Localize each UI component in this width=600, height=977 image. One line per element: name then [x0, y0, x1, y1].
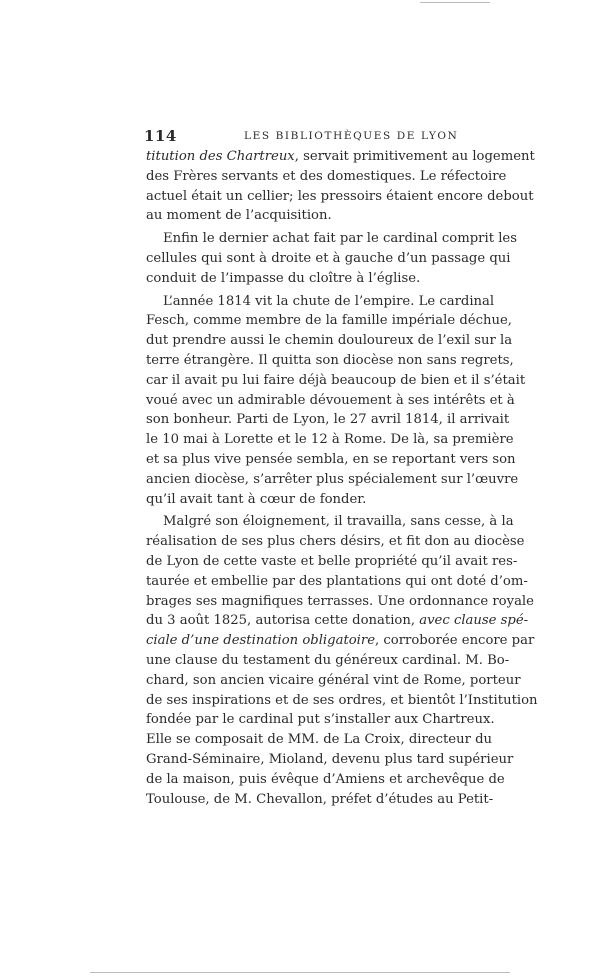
- text-line: terre étrangère. Il quitta son diocèse non sans regrets,: [146, 352, 514, 368]
- page-number: 114: [144, 127, 177, 145]
- text-line: le 10 mai à Lorette et le 12 à Rome. De là, sa première: [146, 432, 514, 448]
- text-line: une clause du testament du généreux cardinal. M. Bo-: [146, 652, 510, 668]
- text-line: taurée et embellie par des plantations qui ont doté d’om-: [146, 573, 528, 589]
- text-line: et sa plus vive pensée sembla, en se reportant vers son: [146, 451, 516, 467]
- text-line: Elle se composait de MM. de La Croix, directeur du: [146, 732, 493, 748]
- text-line: son bonheur. Parti de Lyon, le 27 avril 1814, il arrivait: [146, 412, 510, 428]
- body-text: [146, 147, 538, 809]
- running-header: [144, 127, 476, 147]
- scan-edge-bottom: [90, 972, 510, 973]
- text-line: qu’il avait tant à cœur de fonder.: [146, 491, 367, 507]
- text-line: du 3 août 1825, autorisa cette donation, avec clause spé-: [146, 613, 529, 629]
- text-line: Malgré son éloignement, il travailla, sans cesse, à la: [163, 514, 514, 530]
- text-line: car il avait pu lui faire déjà beaucoup de bien et il s’était: [146, 372, 526, 388]
- text-line: Grand-Séminaire, Mioland, devenu plus tard supérieur: [146, 751, 514, 767]
- text-line: Enfin le dernier achat fait par le cardinal comprit les: [163, 231, 517, 247]
- text-line: chard, son ancien vicaire général vint de Rome, porteur: [146, 672, 521, 688]
- text-line: L’année 1814 vit la chute de l’empire. Le cardinal: [163, 293, 495, 309]
- text-line: fondée par le cardinal put s’installer aux Chartreux.: [146, 712, 495, 728]
- text-line: des Frères servants et des domestiques. Le réfectoire: [146, 168, 507, 184]
- scan-edge-top: [420, 2, 490, 3]
- text-line: de Lyon de cette vaste et belle propriété qu’il avait res-: [146, 553, 518, 569]
- text-line: Fesch, comme membre de la famille impériale déchue,: [146, 313, 512, 329]
- text-line: voué avec un admirable dévouement à ses intérêts et à: [146, 392, 515, 408]
- text-line: de la maison, puis évêque d’Amiens et archevêque de: [146, 771, 505, 787]
- running-title: LES BIBLIOTHÈQUES DE LYON: [244, 130, 459, 142]
- text-line: ciale d’une destination obligatoire, corroborée encore par: [146, 633, 535, 649]
- text-line: dut prendre aussi le chemin douloureux de l’exil sur la: [146, 333, 513, 349]
- text-line: cellules qui sont à droite et à gauche d’un passage qui: [146, 250, 511, 266]
- text-line: Toulouse, de M. Chevallon, préfet d’études au Petit-: [146, 791, 494, 807]
- text-line: ancien diocèse, s’arrêter plus spécialement sur l’œuvre: [146, 471, 519, 487]
- text-line: au moment de l’acquisition.: [146, 208, 332, 224]
- text-line: titution des Chartreux, servait primitivement au logement: [146, 149, 535, 164]
- text-line: de ses inspirations et de ses ordres, et bientôt l’Institution: [146, 692, 538, 708]
- text-line: brages ses magnifiques terrasses. Une ordonnance royale: [146, 593, 534, 609]
- text-line: réalisation de ses plus chers désirs, et fit don au diocèse: [146, 534, 525, 550]
- text-line: actuel était un cellier; les pressoirs étaient encore debout: [146, 188, 534, 204]
- text-line: conduit de l’impasse du cloître à l’église.: [146, 270, 421, 286]
